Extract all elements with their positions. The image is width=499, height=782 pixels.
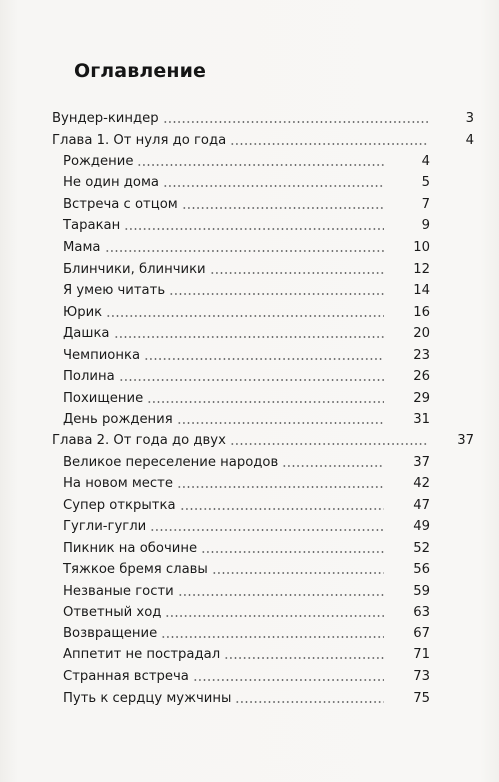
toc-entry-page: 49 bbox=[413, 519, 430, 534]
toc-entry bbox=[63, 193, 430, 213]
toc-entry-page: 7 bbox=[421, 197, 430, 212]
toc-entry-page: 37 bbox=[413, 455, 430, 470]
toc-entry bbox=[63, 258, 430, 278]
dot-leader bbox=[182, 206, 384, 210]
toc-entry-page: 14 bbox=[413, 283, 430, 298]
dot-leader bbox=[147, 400, 384, 404]
toc-entry-label: Похищение bbox=[63, 391, 144, 406]
dot-leader bbox=[106, 314, 384, 318]
toc-entry-page: 52 bbox=[413, 541, 430, 556]
dot-leader bbox=[230, 142, 428, 146]
dot-leader bbox=[163, 184, 384, 188]
toc-entry-label: Полина bbox=[63, 369, 115, 384]
toc-entry-page: 42 bbox=[413, 476, 430, 491]
toc-entry-label: Незваные гости bbox=[63, 584, 174, 599]
toc-entry-label: Пикник на обочине bbox=[63, 541, 198, 556]
dot-leader bbox=[119, 378, 384, 382]
toc-entry-page: 20 bbox=[413, 326, 430, 341]
toc-entry bbox=[63, 301, 430, 321]
dot-leader bbox=[201, 550, 384, 554]
toc-entry bbox=[63, 344, 430, 364]
dot-leader bbox=[169, 292, 384, 296]
toc-entry-label: Вундер-киндер bbox=[52, 111, 159, 126]
toc-entry bbox=[63, 150, 430, 170]
toc-entry-label: Глава 2. От года до двух bbox=[52, 433, 226, 448]
toc-entry-page: 56 bbox=[413, 562, 430, 577]
toc-entry bbox=[63, 322, 430, 342]
dot-leader bbox=[193, 678, 384, 682]
toc-entry bbox=[63, 387, 430, 407]
toc-entry-page: 59 bbox=[413, 584, 430, 599]
toc-chapter bbox=[52, 429, 474, 449]
toc-entry-label: Супер открытка bbox=[63, 498, 176, 513]
toc-entry bbox=[63, 214, 430, 234]
toc-entry-label: Я умею читать bbox=[63, 283, 166, 298]
toc-entry-page: 31 bbox=[413, 412, 430, 427]
toc-entry bbox=[63, 515, 430, 535]
toc-entry bbox=[63, 643, 430, 663]
toc-entry bbox=[63, 236, 430, 256]
toc-entry-label: Не один дома bbox=[63, 175, 160, 190]
dot-leader bbox=[114, 335, 385, 339]
toc-entry-page: 5 bbox=[421, 175, 430, 190]
toc-entry-label: Таракан bbox=[63, 218, 121, 233]
toc-entry-page: 29 bbox=[413, 391, 430, 406]
dot-leader bbox=[165, 614, 384, 618]
dot-leader bbox=[177, 485, 384, 489]
toc-entry-label: Юрик bbox=[63, 305, 103, 320]
toc-entry-label: Глава 1. От нуля до года bbox=[52, 133, 227, 148]
toc-entry-page: 23 bbox=[413, 348, 430, 363]
toc-entry bbox=[63, 472, 430, 492]
toc-entry-page: 4 bbox=[421, 154, 430, 169]
dot-leader bbox=[137, 163, 384, 167]
dot-leader bbox=[282, 464, 384, 468]
toc-entry bbox=[63, 451, 430, 471]
toc-entry-page: 37 bbox=[457, 433, 474, 448]
toc-entry-page: 4 bbox=[465, 133, 474, 148]
toc-entry bbox=[63, 537, 430, 557]
toc-entry-page: 71 bbox=[413, 647, 430, 662]
toc-entry-page: 12 bbox=[413, 262, 430, 277]
toc-entry-page: 67 bbox=[413, 626, 430, 641]
toc-entry-page: 73 bbox=[413, 669, 430, 684]
toc-entry-label: Странная встреча bbox=[63, 669, 189, 684]
toc-entry bbox=[63, 580, 430, 600]
toc-entry-page: 75 bbox=[413, 691, 430, 706]
page-title: Оглавление bbox=[74, 60, 206, 82]
toc-entry bbox=[63, 601, 430, 621]
dot-leader bbox=[224, 656, 384, 660]
dot-leader bbox=[210, 271, 384, 275]
dot-leader bbox=[178, 593, 384, 597]
toc-entry-label: Чемпионка bbox=[63, 348, 141, 363]
toc-entry bbox=[63, 665, 430, 685]
toc-entry-label: Ответный ход bbox=[63, 605, 162, 620]
toc-entry-label: Блинчики, блинчики bbox=[63, 262, 206, 277]
dot-leader bbox=[235, 700, 384, 704]
toc-entry-label: Мама bbox=[63, 240, 101, 255]
toc-entry-page: 9 bbox=[421, 218, 430, 233]
toc-entry-label: Дашка bbox=[63, 326, 110, 341]
toc-entry bbox=[52, 107, 474, 127]
dot-leader bbox=[230, 442, 428, 446]
dot-leader bbox=[163, 120, 428, 124]
toc-entry-page: 3 bbox=[465, 111, 474, 126]
dot-leader bbox=[177, 421, 384, 425]
toc-entry bbox=[63, 171, 430, 191]
toc-entry bbox=[63, 687, 430, 707]
dot-leader bbox=[180, 507, 384, 511]
dot-leader bbox=[212, 571, 384, 575]
toc-entry-label: День рождения bbox=[63, 412, 173, 427]
toc-entry-page: 47 bbox=[413, 498, 430, 513]
toc-entry bbox=[63, 558, 430, 578]
toc-entry bbox=[63, 622, 430, 642]
toc-entry bbox=[63, 408, 430, 428]
toc-entry-label: Рождение bbox=[63, 154, 134, 169]
dot-leader bbox=[105, 249, 385, 253]
toc-entry bbox=[63, 365, 430, 385]
toc-entry-page: 26 bbox=[413, 369, 430, 384]
toc-entry-label: Путь к сердцу мужчины bbox=[63, 691, 232, 706]
toc-entry bbox=[63, 279, 430, 299]
toc-entry-page: 16 bbox=[413, 305, 430, 320]
dot-leader bbox=[124, 227, 384, 231]
toc-entry-label: Аппетит не пострадал bbox=[63, 647, 221, 662]
dot-leader bbox=[144, 357, 384, 361]
toc-entry-page: 10 bbox=[413, 240, 430, 255]
toc-entry-label: Великое переселение народов bbox=[63, 455, 279, 470]
toc-entry-page: 63 bbox=[413, 605, 430, 620]
toc-entry-label: Возвращение bbox=[63, 626, 158, 641]
dot-leader bbox=[150, 528, 384, 532]
dot-leader bbox=[161, 635, 384, 639]
toc-entry-label: На новом месте bbox=[63, 476, 173, 491]
toc-chapter bbox=[52, 129, 474, 149]
toc-entry bbox=[63, 494, 430, 514]
toc-entry-label: Тяжкое бремя славы bbox=[63, 562, 208, 577]
toc-entry-label: Встреча с отцом bbox=[63, 197, 178, 212]
toc-entry-label: Гугли-гугли bbox=[63, 519, 147, 534]
